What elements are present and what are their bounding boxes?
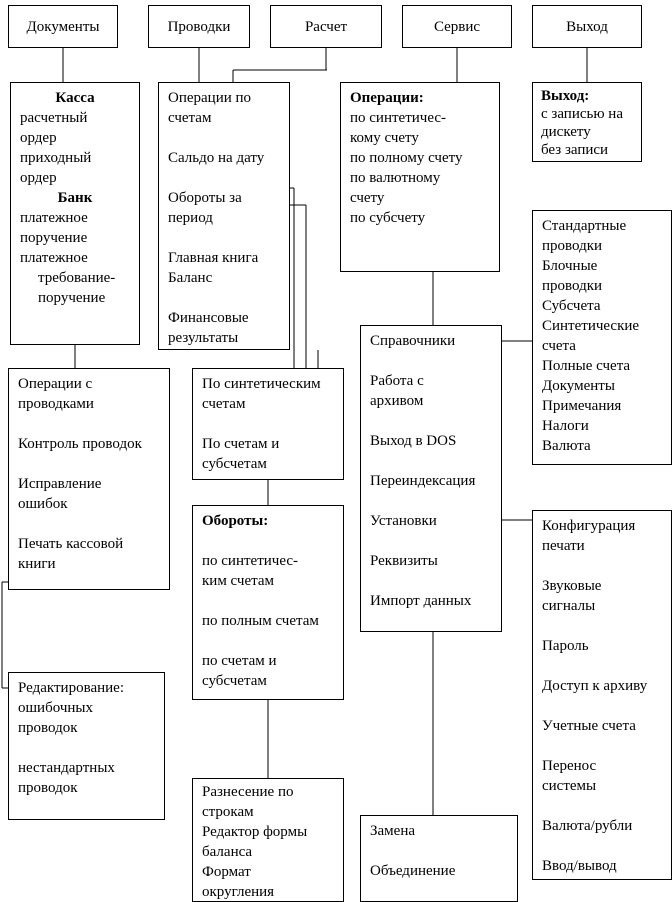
node-synthetic-accounts	[192, 368, 344, 480]
menu-documents-label: Документы	[26, 18, 100, 35]
node-accounts-operations-items: Операции по счетам Сальдо на дату Обороты за период Главная книга Баланс Финансовые результаты	[168, 90, 265, 346]
menu-documents	[8, 5, 118, 48]
menu-exit-label: Выход	[566, 18, 608, 35]
node-kassa-bank	[10, 82, 140, 345]
menu-calculation	[270, 5, 382, 48]
node-editing	[8, 672, 165, 820]
node-directories	[360, 325, 502, 632]
menu-exit	[532, 5, 642, 48]
node-balance-layout-items: Разнесение по строкам Редактор формы баланса Формат округления	[202, 784, 308, 900]
node-bank-items-indent: требование- поручение	[38, 270, 116, 306]
node-accounts-operations	[158, 82, 290, 350]
node-balance-layout	[192, 778, 344, 902]
node-standard-postings-items: Стандартные проводки Блочные проводки Субсчета Синтетические счета Полные счета Документы Примечания Налоги Валюта	[542, 218, 640, 454]
node-operations-header: Операции:	[350, 90, 424, 106]
menu-postings-label: Проводки	[167, 18, 231, 35]
menu-postings	[148, 5, 250, 48]
node-exit-options	[532, 82, 642, 162]
node-turnovers-header: Обороты:	[202, 513, 269, 529]
node-synthetic-accounts-items: По синтетическим счетам По счетам и субсчетам	[202, 376, 321, 472]
node-turnovers-items: по синтетичес- ким счетам по полным счетам по счетам и субсчетам	[202, 553, 319, 689]
node-kassa-header: Касса	[55, 90, 95, 106]
node-print-config-items: Конфигурация печати Звуковые сигналы Пароль Доступ к архиву Учетные счета Перенос системы Валюта/рубли Ввод/вывод	[542, 518, 648, 874]
node-bank-header: Банк	[57, 190, 93, 206]
menu-service	[402, 5, 512, 48]
node-print-config	[532, 510, 672, 880]
node-posting-operations-items: Операции с проводками Контроль проводок Исправление ошибок Печать кассовой книги	[18, 376, 142, 572]
node-directories-items: Справочники Работа с архивом Выход в DOS Переиндексация Установки Реквизиты Импорт данных	[370, 333, 476, 609]
node-exit-options-items: с записью на дискету без записи	[541, 106, 623, 158]
node-operations-items: по синтетичес- кому счету по полному счету по валютному счету по субсчету	[350, 110, 463, 226]
node-archive-operations	[360, 815, 518, 902]
node-bank-items: платежное поручение платежное	[20, 210, 88, 266]
node-editing-items: Редактирование: ошибочных проводок нестандартных проводок	[18, 680, 124, 796]
menu-calculation-label: Расчет	[304, 18, 348, 35]
node-exit-options-header: Выход:	[541, 88, 590, 104]
node-turnovers	[192, 505, 344, 700]
node-operations	[340, 82, 500, 272]
node-posting-operations	[8, 368, 170, 590]
node-standard-postings	[532, 210, 672, 465]
node-archive-operations-items: Замена Объединение	[370, 823, 456, 879]
menu-service-label: Сервис	[433, 18, 481, 35]
node-kassa-items: расчетный ордер приходный ордер	[20, 110, 92, 186]
